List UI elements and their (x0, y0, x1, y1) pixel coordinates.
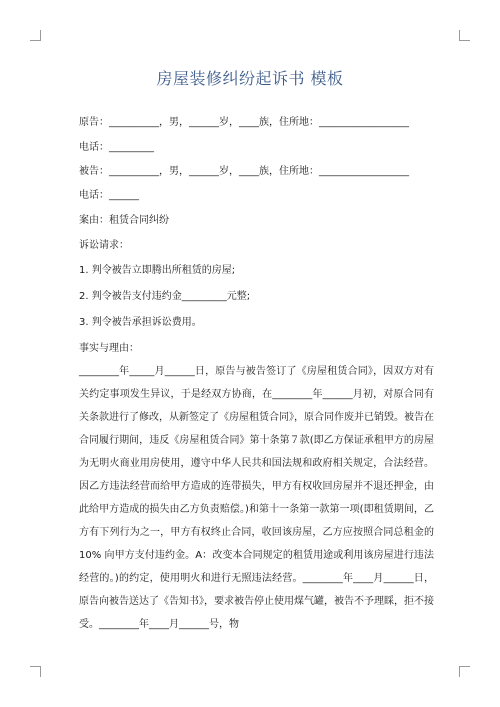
plaintiff-line: 原告：__________，男，______岁，____族，住所地：__________________ (79, 117, 409, 128)
crop-mark-bottom-right (459, 666, 470, 677)
crop-mark-top-left (30, 30, 41, 41)
defendant-phone-line: 电话：______ (79, 190, 139, 201)
facts-heading: 事实与理由： (79, 343, 139, 354)
facts-body: ________年_____月______日，原告与被告签订了《房屋租赁合同》，因双方对有关约定事项发生异议，于是经双方协商，在________年______月初，对原合同有关条款进行了修改，从新签定了《房屋租赁合同》，原合同作废并已销毁。被告在合同履行期间，违反《房屋租赁合同》第十条第７款(即乙方保证承租甲方的房屋为无明火商业用房使用，遵守中华人民共和国法规和政府相关规定，合法经营。因乙方违法经营而给甲方造成的连带损失，甲方有权收回房屋并不退还押金，由此给甲方造成的损失由乙方负责赔偿。)和第十一条第一款第一项(即租赁期间，乙方有下列行为之一，甲方有权终止合同，收回该房屋，乙方应按照合同总租金的10% 向甲方支付违约金。A：改变本合同规定的租赁用途或利用该房屋进行违法经营的。)的约定，使用明火和进行无照违法经营。________年____月______日，原告向被告送达了《告知书》，要求被告停止使用煤气罐，被告不予理睬，拒不接受。________年____月______号，物 (79, 366, 434, 630)
claim-item: 3. 判令被告承担诉讼费用。 (79, 317, 202, 328)
claim-item: 1. 判令被告立即腾出所租赁的房屋; (79, 265, 236, 276)
crop-mark-top-right (459, 30, 470, 41)
case-cause-line: 案由：租赁合同纠纷 (79, 215, 169, 226)
claim-item: 2. 判令被告支付违约金_________元整; (79, 291, 251, 302)
document-title: 房屋装修纠纷起诉书 模板 (156, 69, 344, 88)
plaintiff-phone-line: 电话：_________ (79, 142, 154, 153)
defendant-line: 被告：__________，男，______岁，____族，住所地：__________________ (79, 166, 409, 177)
claims-heading: 诉讼请求： (79, 240, 129, 251)
crop-mark-bottom-left (30, 666, 41, 677)
